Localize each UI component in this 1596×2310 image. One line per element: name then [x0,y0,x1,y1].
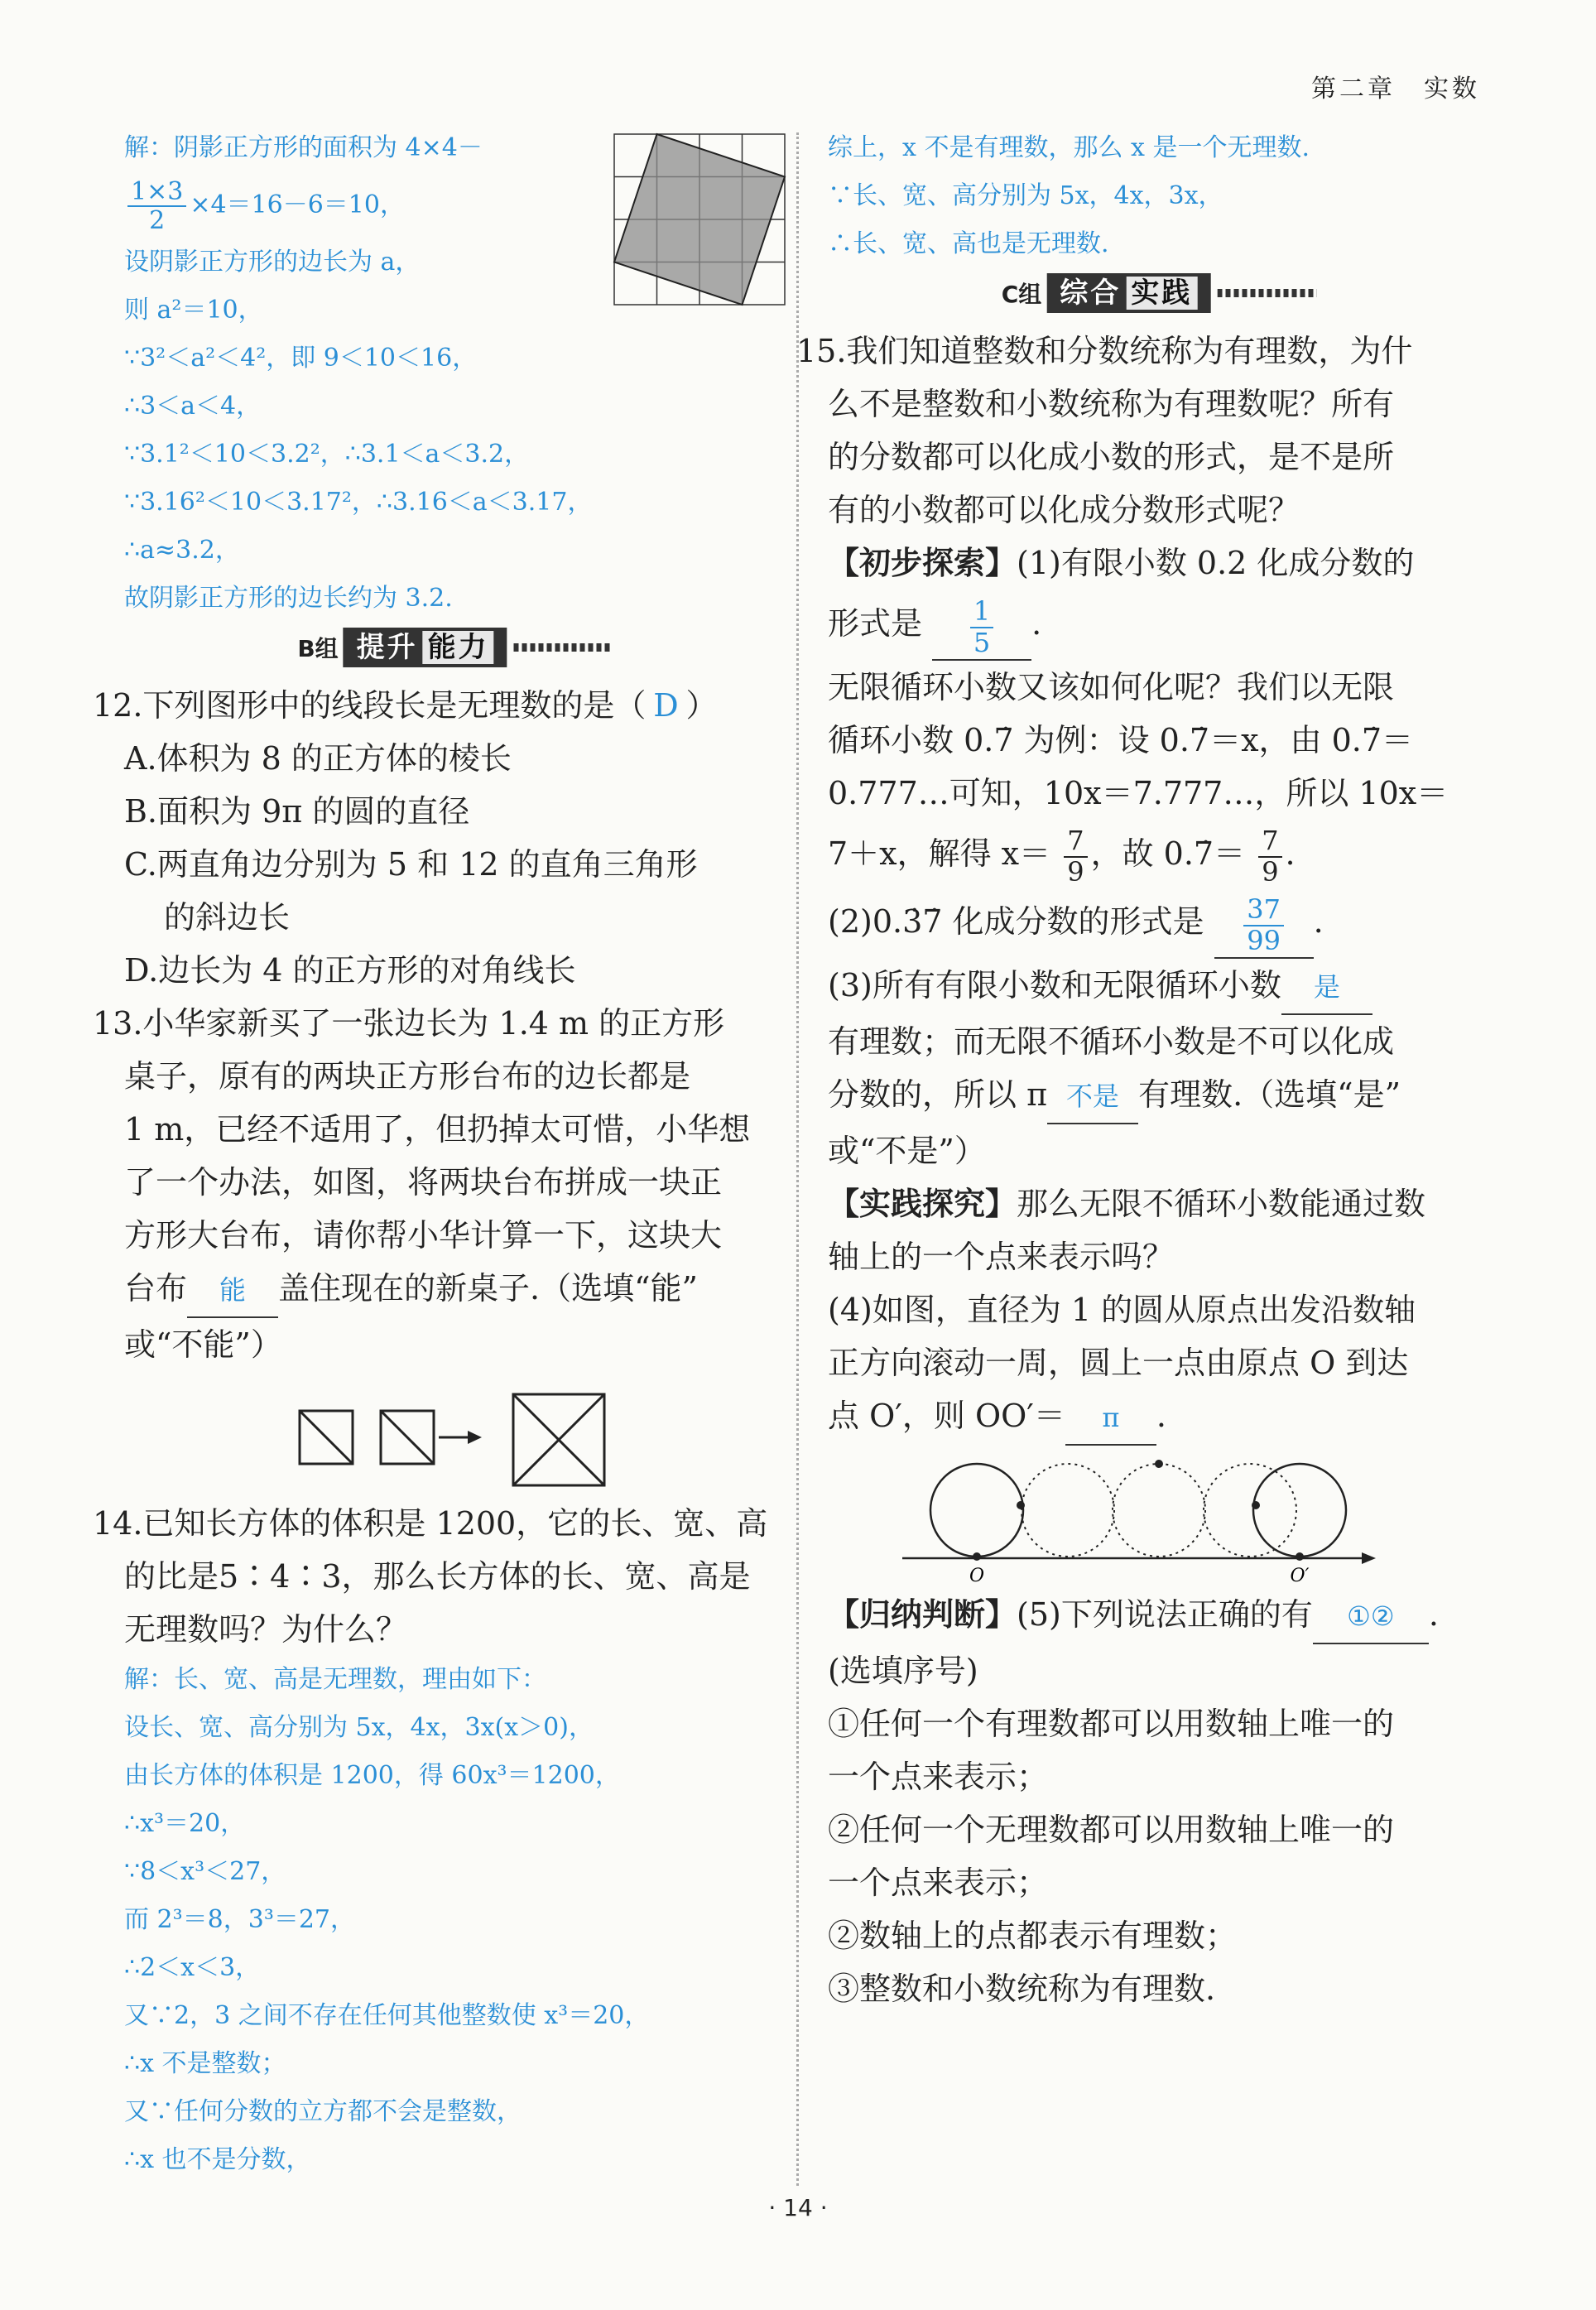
q15-part3: 分数的，所以 π 不是 有理数.（选填“是” [828,1068,1490,1124]
q14-line: 无理数吗？为什么？ [124,1611,408,1648]
q15-part5: 【归纳判断】(5)下列说法正确的有 ①② . [828,1588,1490,1644]
q14-solution-continued: ∵长、宽、高分别为 5x，4x，3x， [828,181,1223,210]
fraction: $\frac{7}{9}$ [1064,826,1087,886]
q15-statement: ①任何一个有理数都可以用数轴上唯一的 [828,1706,1395,1742]
q13-answer-blank: 能 [187,1263,278,1318]
banner-group-label: C组 [1001,281,1042,308]
q15-part1-answer-line: 形式是 $\frac{1}{5}$ . [828,590,1490,661]
left-column [93,124,786,2184]
q12-stem: 12.下列图形中的线段长是无理数的是（ D ） [93,679,786,732]
q11-solution-line: ∵3.16²＜10＜3.17²，∴3.16＜a＜3.17， [124,488,593,517]
q15-part3: 有理数；而无限不循环小数是不可以化成 [828,1023,1395,1060]
q15-part4: (4)如图，直径为 1 的圆从原点出发沿数轴 [828,1292,1416,1328]
q15-statement: ③整数和小数统称为有理数. [828,1971,1216,2007]
tablecloth-figure [298,1386,613,1494]
q12-option: 的斜边长 [164,899,291,936]
q14-solution-line: 设长、宽、高分别为 5x，4x，3x(x＞0)， [124,1713,594,1742]
banner-stripe [514,643,613,652]
q15-part4: 轴上的一个点来表示吗？ [828,1239,1175,1275]
q13-line: 13.小华家新买了一张边长为 1.4 m 的正方形 [93,1005,725,1042]
section-label: 【实践探究】 [828,1185,1017,1222]
q11-solution-line: ∵3.1²＜10＜3.2²，∴3.1＜a＜3.2， [124,440,530,469]
q15-loop-line: 循环小数 0.7̇ 为例：设 0.7̇＝x，由 0.7̇＝ [828,722,1414,758]
q14-line: 的比是5∶4∶3，那么长方体的长、宽、高是 [124,1558,751,1595]
q15-statement: ②任何一个无理数都可以用数轴上唯一的 [828,1812,1395,1848]
q14-solution-continued: 综上，x 不是有理数，那么 x 是一个无理数. [828,133,1310,162]
q11-solution-line: 解：阴影正方形的面积为 4×4－ [124,133,483,162]
q15-loop-line: 7＋x，解得 x＝ $\frac{7}{9}$ ，故 0.7̇＝ $\frac{7}{9}$ . [828,825,1296,888]
q14-solution-line: ∵8＜x³＜27， [124,1857,286,1886]
chapter-header: 第二章 实数 [1311,75,1480,103]
q15-part2: (2)0.3̇7̇ 化成分数的形式是 $\frac{37}{99}$ . [828,888,1490,959]
q12-option: C.两直角边分别为 5 和 12 的直角三角形 [124,846,698,883]
origin-label: O [969,1566,985,1585]
q11-solution-line: ∵3²＜a²＜4²，即 9＜10＜16， [124,344,478,373]
q14-solution-line: 由长方体的体积是 1200，得 60x³＝1200， [124,1761,620,1790]
right-column [796,124,1490,2015]
section-label: 【归纳判断】 [828,1595,1017,1633]
q15-statement: ②数轴上的点都表示有理数； [828,1918,1238,1954]
page-number: · 14 · [768,2194,828,2221]
q15-part5: (选填序号) [828,1653,978,1689]
q13-line: 1 m，已经不适用了，但扔掉太可惜，小华想 [124,1111,751,1148]
fraction: $\frac{37}{99}$ [1243,895,1284,955]
q15-part1-answer [932,591,1031,661]
q14-solution-line: 而 2³＝8，3³＝27， [124,1905,356,1934]
q12-option: B.面积为 9π 的圆的直径 [124,793,470,830]
q15-part4-answer: π [1065,1391,1156,1446]
q15-part1: 【初步探索】(1)有限小数 0.2 化成分数的 [828,544,1415,581]
q15-part5-answer: ①② [1313,1590,1429,1644]
fraction: $\frac{1\times 3}{2}$ [127,178,186,234]
q14-solution-line: 又∵任何分数的立方都不会是整数， [124,2097,522,2126]
fraction: $\frac{7}{9}$ [1258,826,1281,886]
q11-solution-line: $\frac{1\times 3}{2}$ ×4＝16－6＝10， [124,172,786,238]
banner-title: 提升 能力 [344,628,507,667]
q14-solution-line: ∴2＜x＜3， [124,1953,261,1982]
banner-stripe [1217,289,1316,297]
q12-answer: D [653,687,679,724]
q11-solution-line: ∴a≈3.2， [124,536,240,565]
q11-solution-line: 设阴影正方形的边长为 a， [124,248,421,277]
q11-solution-line: 则 a²＝10， [124,296,263,325]
q15-part4: 【实践探究】那么无限不循环小数能通过数 [828,1185,1426,1222]
q15-loop-line: 无限循环小数又该如何化呢？我们以无限 [828,669,1395,705]
q13-line: 桌子，原有的两块正方形台布的边长都是 [124,1058,691,1095]
group-b-banner [124,626,786,676]
q15-loop-line: 0.777…可知，10x＝7.777…，所以 10x＝ [828,775,1449,811]
q14-solution-line: ∴x 不是整数； [124,2049,286,2078]
q12-option: D.边长为 4 的正方形的对角线长 [124,952,576,989]
q11-solution-line: ∴3＜a＜4， [124,392,262,421]
q15-part3: (3)所有有限小数和无限循环小数 是 [828,959,1490,1015]
q13-line: 方形大台布，请你帮小华计算一下，这块大 [124,1217,723,1254]
q15-intro: 么不是整数和小数统称为有理数呢？所有 [828,386,1395,422]
q14-solution-line: 又∵2，3 之间不存在任何其他整数使 x³＝20， [124,2001,650,2030]
q14-solution-line: ∴x 也不是分数， [124,2145,311,2174]
q14-solution-continued: ∴长、宽、高也是无理数. [828,229,1109,258]
q15-intro: 的分数都可以化成小数的形式，是不是所 [828,439,1395,475]
q15-statement: 一个点来表示； [828,1759,1049,1795]
shaded-square-grid-figure [613,132,786,306]
group-c-banner [828,272,1490,321]
q15-part3: 或“不是”） [828,1133,986,1169]
q15-intro: 有的小数都可以化成分数形式呢？ [828,492,1300,528]
q11-solution-line: 故阴影正方形的边长约为 3.2. [124,584,453,613]
q13-line: 或“不能”） [124,1326,282,1363]
end-point-label: O′ [1290,1566,1310,1585]
q13-line: 台布 能 盖住现在的新桌子.（选填“能” [124,1262,786,1318]
q15-statement: 一个点来表示； [828,1865,1049,1901]
banner-group-label: B组 [297,635,339,662]
q15-part4: 正方向滚动一周，圆上一点由原点 O 到达 [828,1345,1409,1381]
q15-part3-answer-1: 是 [1281,960,1372,1015]
q12-option: A.体积为 8 的正方体的棱长 [124,740,512,777]
q15-intro: 15.我们知道整数和分数统称为有理数，为什 [796,333,1413,369]
column-divider [796,132,799,2186]
q13-line: 了一个办法，如图，将两块台布拼成一块正 [124,1164,723,1201]
q15-part2-answer [1214,889,1314,959]
section-label: 【初步探索】 [828,544,1017,581]
fraction: $\frac{1}{5}$ [970,597,993,657]
q15-part4: 点 O′，则 OO′＝ π . [828,1389,1490,1446]
q14-solution-line: 解：长、宽、高是无理数，理由如下： [124,1665,546,1694]
q14-line: 14.已知长方体的体积是 1200，它的长、宽、高 [93,1505,768,1542]
banner-title: 综合 实践 [1046,273,1210,313]
rolling-circle-figure [886,1452,1399,1585]
q14-solution-line: ∴x³＝20， [124,1809,246,1838]
q15-part3-answer-2: 不是 [1047,1070,1138,1124]
